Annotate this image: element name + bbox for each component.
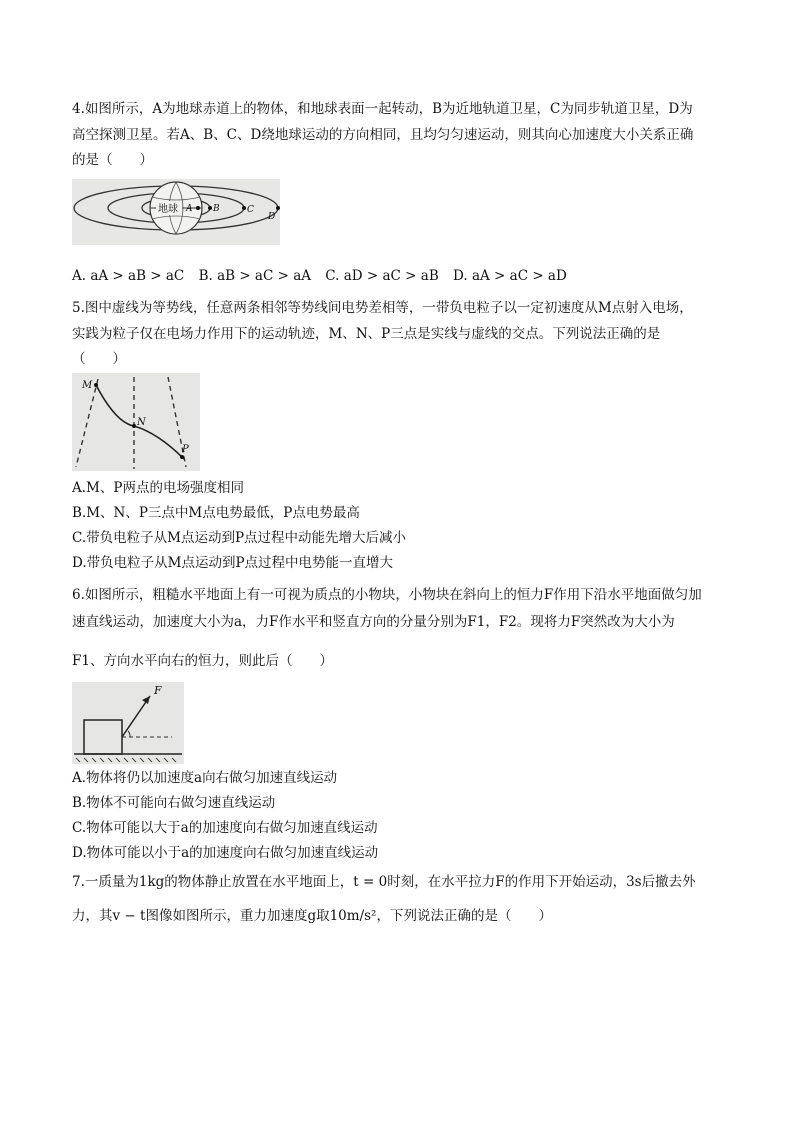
label-p: P [182,444,189,455]
q4-text-line-2: 高空探测卫星。若A、B、C、D绕地球运动的方向相同，且均匀匀速运动，则其向心加速度大小关系正确 [72,127,694,143]
q5-text-line-1: 5.图中虚线为等势线，任意两条相邻等势线间电势差相等，一带负电粒子以一定初速度从M点射入电场， [72,300,693,316]
q5-text-line-2: 实践为粒子仅在电场力作用下的运动轨迹，M、N、P三点是实线与虚线的交点。下列说法正确的是 [72,326,661,342]
label-n: N [137,417,146,428]
q7-text-line-1: 7.一质量为1kg的物体静止放置在水平地面上，t = 0时刻，在水平拉力F的作用下开始运动，3s后撤去外 [72,874,696,890]
q6-option-d[interactable]: D.物体可能以小于a的加速度向右做匀加速直线运动 [72,845,379,861]
q6-text-line-2: 速直线运动，加速度大小为a，力F作水平和竖直方向的分量分别为F1，F2。现将力F突然改为大小为 [72,614,675,630]
label-a: A [186,204,193,214]
q6-text-line-1: 6.如图所示，粗糙水平地面上有一可视为质点的小物块，小物块在斜向上的恒力F作用下沿水平地面做匀加 [72,587,702,603]
q5-option-a[interactable]: A.M、P两点的电场强度相同 [72,480,244,496]
label-d: D [268,212,276,222]
label-c: C [247,205,254,215]
q4-text-line-1: 4.如图所示，A为地球赤道上的物体，和地球表面一起转动，B为近地轨道卫星，C为同步轨道卫星，D为 [72,101,693,117]
q4-options [72,266,577,286]
q6-option-b[interactable]: B.物体不可能向右做匀速直线运动 [72,795,276,811]
q6-option-a[interactable]: A.物体将仍以加速度a向右做匀加速直线运动 [72,770,338,786]
q5-option-d[interactable]: D.带负电粒子从M点运动到P点过程中电势能一直增大 [72,555,394,571]
label-f: F [154,684,162,697]
q4-text-line-3: 的是（ ） [72,152,153,168]
earth-label: 地球 [158,204,178,215]
q4-option-d[interactable]: D. aA > aC > aD [453,268,567,284]
q6-option-c[interactable]: C.物体可能以大于a的加速度向右做匀加速直线运动 [72,820,378,836]
q6-text-line-3: F1、方向水平向右的恒力，则此后（ ） [72,653,333,669]
q5-option-c[interactable]: C.带负电粒子从M点运动到P点过程中动能先增大后减小 [72,530,407,546]
q5-option-b[interactable]: B.M、N、P三点中M点电势最低，P点电势最高 [72,505,360,521]
q7-text-line-2: 力，其v − t图像如图所示，重力加速度g取10m/s²，下列说法正确的是（ ） [72,908,552,924]
label-b: B [213,204,220,214]
q4-option-c[interactable]: C. aD > aC > aB [325,268,439,284]
q6-block-figure [72,682,184,764]
q4-option-a[interactable]: A. aA > aB > aC [72,268,185,284]
q4-option-b[interactable]: B. aB > aC > aA [198,268,311,284]
label-m: M [82,380,93,391]
q5-text-line-3: （ ） [72,351,126,367]
q4-orbit-figure [72,179,280,245]
q5-field-figure [72,373,200,471]
